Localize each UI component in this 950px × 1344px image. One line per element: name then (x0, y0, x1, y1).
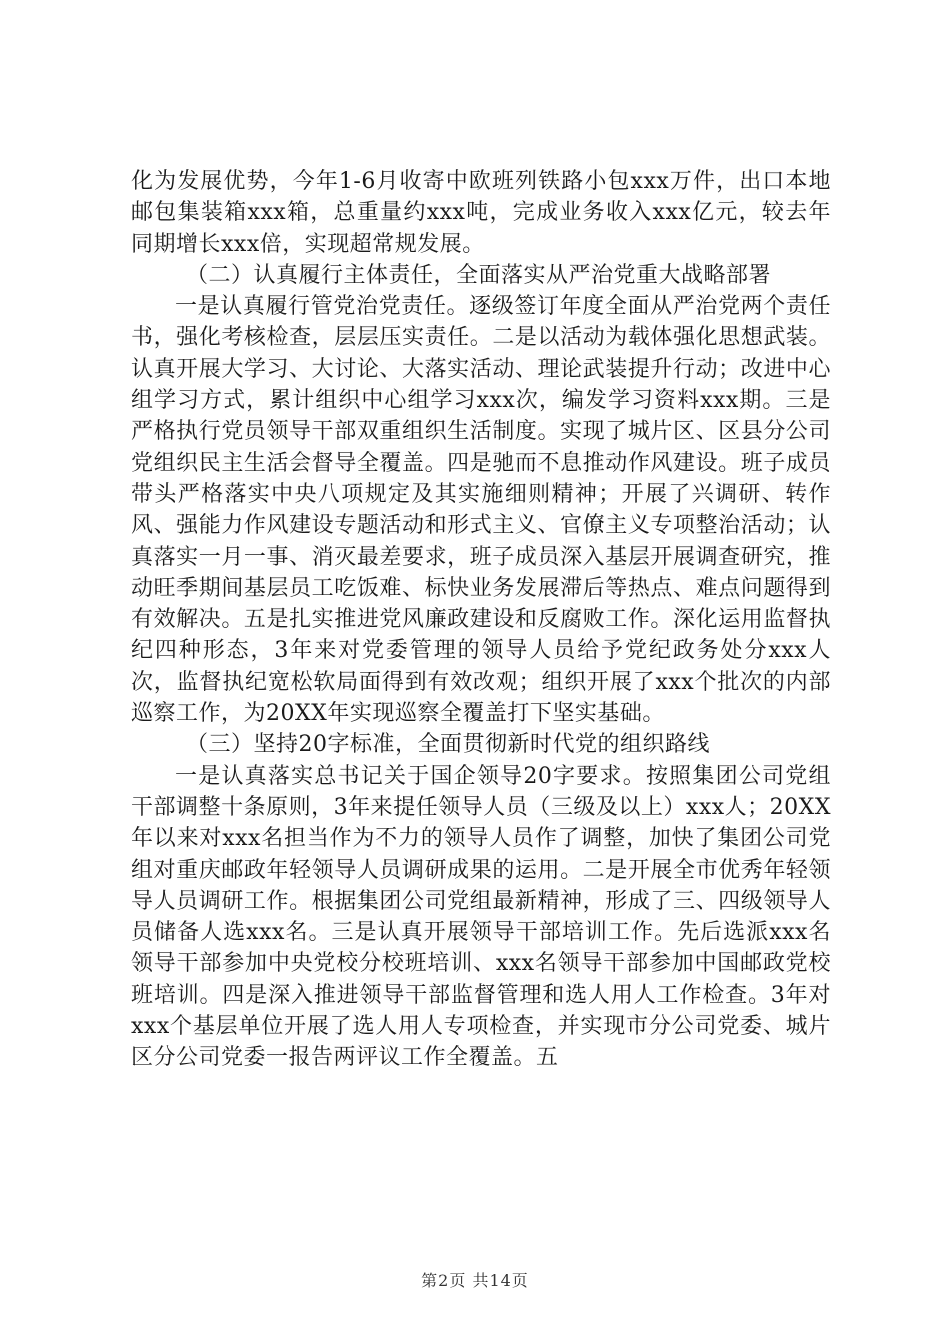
section-heading-2: （二）认真履行主体责任，全面落实从严治党重大战略部署 (186, 262, 772, 288)
section-heading-3: （三）坚持20字标准，全面贯彻新时代党的组织路线 (186, 732, 710, 758)
paragraph-section-3: 一是认真落实总书记关于国企领导20字要求。按照集团公司党组干部调整十条原则，3年来提任领导人员（三级及以上）xxx人；20XX年以来对xxx名担当作为不力的领导人员作了调整，加快了集团公司党组对重庆邮政年轻领导人员调研成果的运用。二是开展全市优秀年轻领导人员调研工作。根据集团公司党组最新精神，形成了三、四级领导人员储备人选xxx名。三是认真开展领导干部培训工作。先后选派xxx名领导干部参加中央党校分校班培训、xxx名领导干部参加中国邮政党校班培训。四是深入推进领导干部监督管理和选人用人工作检查。3年对xxx个基层单位开展了选人用人专项检查，并实现市分公司党委、城片区分公司党委一报告两评议工作全覆盖。五 (131, 763, 831, 1071)
page-footer: 第2页 共14页 (421, 1271, 529, 1290)
paragraph-continued: 化为发展优势，今年1-6月收寄中欧班列铁路小包xxx万件，出口本地邮包集装箱xxx箱，总重量约xxx吨，完成业务收入xxx亿元，较去年同期增长xxx倍，实现超常规发展。 (131, 169, 831, 257)
document-body (131, 166, 831, 1074)
paragraph-section-2: 一是认真履行管党治党责任。逐级签订年度全面从严治党两个责任书，强化考核检查，层层压实责任。二是以活动为载体强化思想武装。认真开展大学习、大讨论、大落实活动、理论武装提升行动；改进中心组学习方式，累计组织中心组学习xxx次，编发学习资料xxx期。三是严格执行党员领导干部双重组织生活制度。实现了城片区、区县分公司党组织民主生活会督导全覆盖。四是驰而不息推动作风建设。班子成员带头严格落实中央八项规定及其实施细则精神；开展了兴调研、转作风、强能力作风建设专题活动和形式主义、官僚主义专项整治活动；认真落实一月一事、消灭最差要求，班子成员深入基层开展调查研究，推动旺季期间基层员工吃饭难、标快业务发展滞后等热点、难点问题得到有效解决。五是扎实推进党风廉政建设和反腐败工作。深化运用监督执纪四种形态，3年来对党委管理的领导人员给予党纪政务处分xxx人次，监督执纪宽松软局面得到有效改观；组织开展了xxx个批次的内部巡察工作，为20XX年实现巡察全覆盖打下坚实基础。 (131, 294, 831, 727)
